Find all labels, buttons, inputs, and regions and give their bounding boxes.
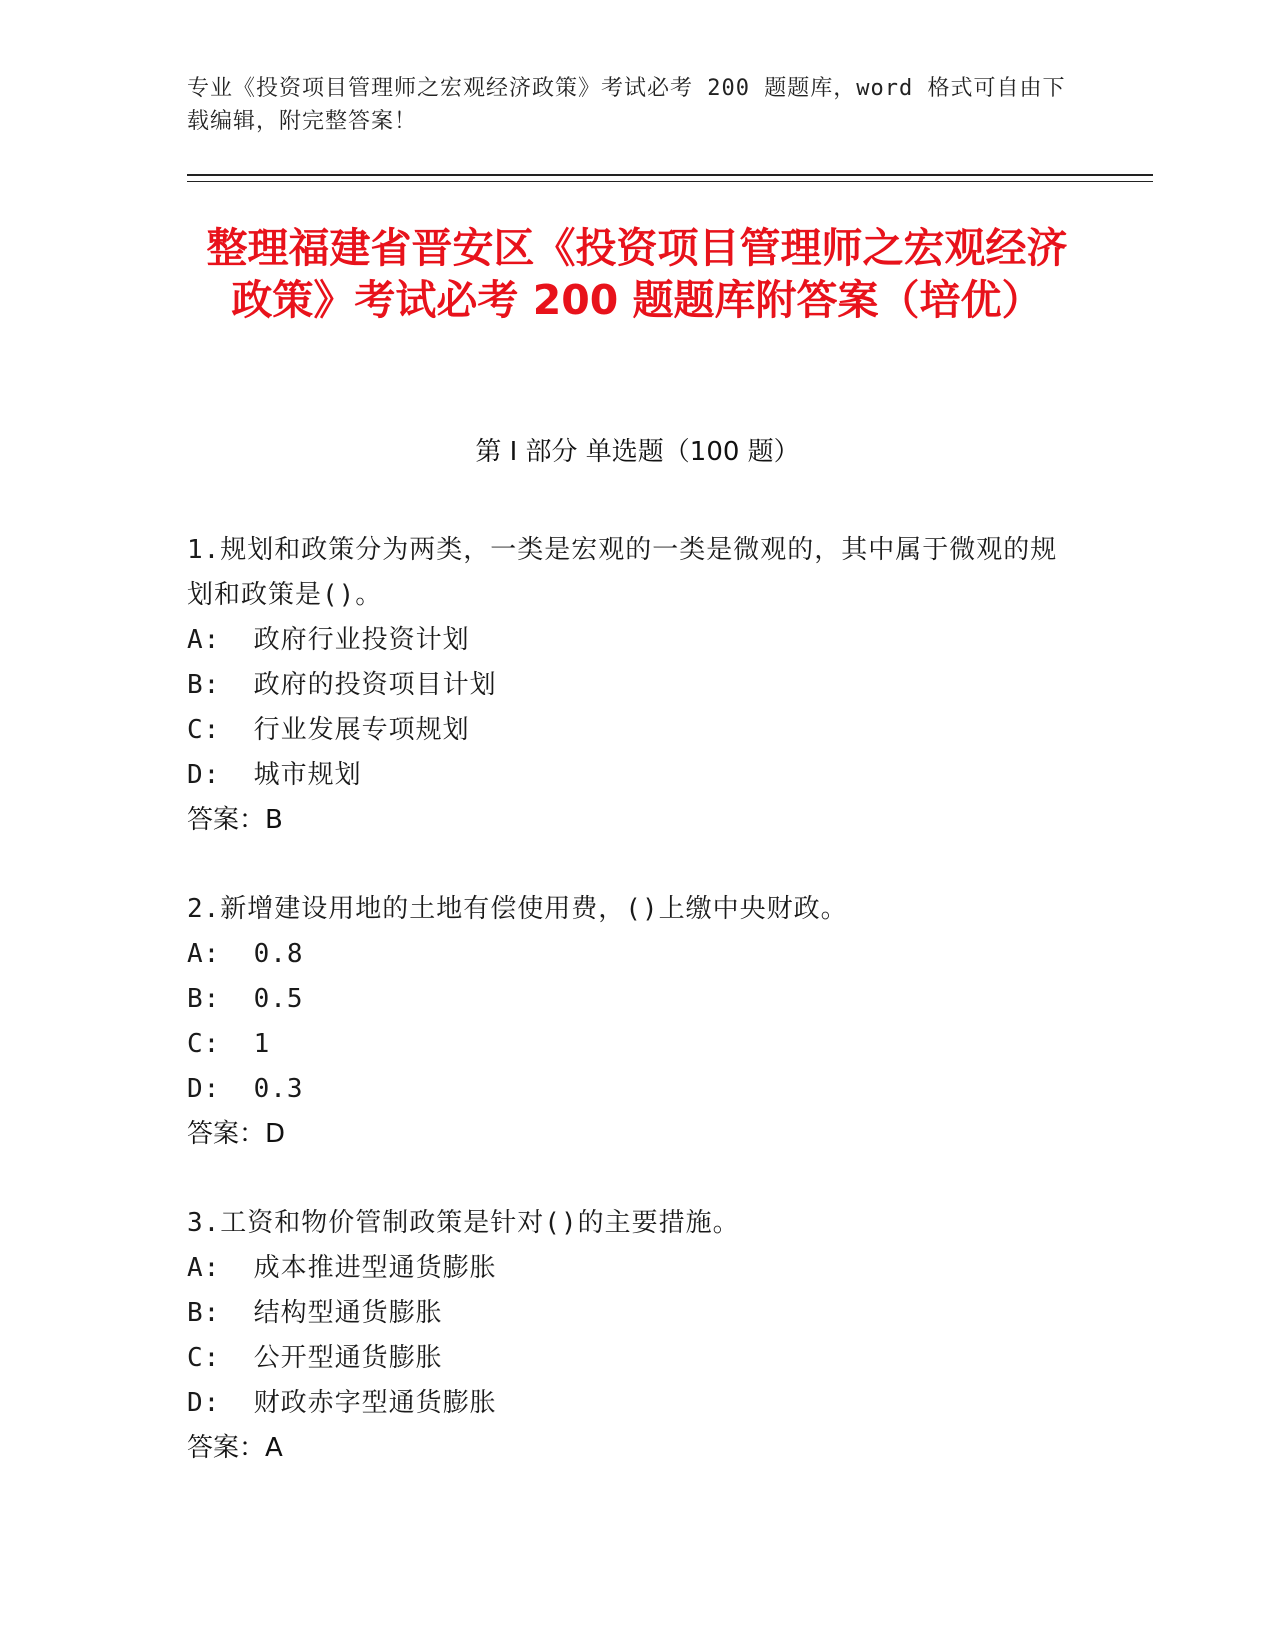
answer-line: 答案：A: [187, 1433, 283, 1463]
option-b: B: 结构型通货膨胀: [187, 1298, 443, 1328]
question-list: [187, 528, 1067, 1515]
option-d: D: 城市规划: [187, 760, 362, 790]
section-heading: 第 I 部分 单选题（100 题）: [475, 437, 800, 467]
question-stem: 3.工资和物价管制政策是针对()的主要措施。: [187, 1208, 740, 1238]
option-b: B: 政府的投资项目计划: [187, 670, 497, 700]
question-stem: 2.新增建设用地的土地有偿使用费，()上缴中央财政。: [187, 894, 848, 924]
option-a: A: 0.8: [187, 939, 304, 969]
question-1: [187, 528, 1067, 843]
header-divider-thick: [187, 174, 1153, 176]
answer-line: 答案：D: [187, 1119, 286, 1149]
header-divider-thin: [187, 181, 1153, 182]
option-c: C: 行业发展专项规划: [187, 715, 470, 745]
option-a: A: 政府行业投资计划: [187, 625, 470, 655]
header-note: 专业《投资项目管理师之宏观经济政策》考试必考 200 题题库，word 格式可自由下载编辑，附完整答案！: [187, 76, 1066, 134]
option-d: D: 财政赤字型通货膨胀: [187, 1388, 497, 1418]
document-title: 整理福建省晋安区《投资项目管理师之宏观经济政策》考试必考 200 题题库附答案（培优）: [206, 224, 1068, 324]
option-a: A: 成本推进型通货膨胀: [187, 1253, 497, 1283]
option-c: C: 公开型通货膨胀: [187, 1343, 443, 1373]
option-d: D: 0.3: [187, 1074, 304, 1104]
question-2: [187, 887, 1067, 1157]
answer-line: 答案：B: [187, 805, 283, 835]
question-3: [187, 1201, 1067, 1471]
option-b: B: 0.5: [187, 984, 304, 1014]
question-stem: 1.规划和政策分为两类，一类是宏观的一类是微观的，其中属于微观的规划和政策是()。: [187, 535, 1058, 610]
option-c: C: 1: [187, 1029, 271, 1059]
